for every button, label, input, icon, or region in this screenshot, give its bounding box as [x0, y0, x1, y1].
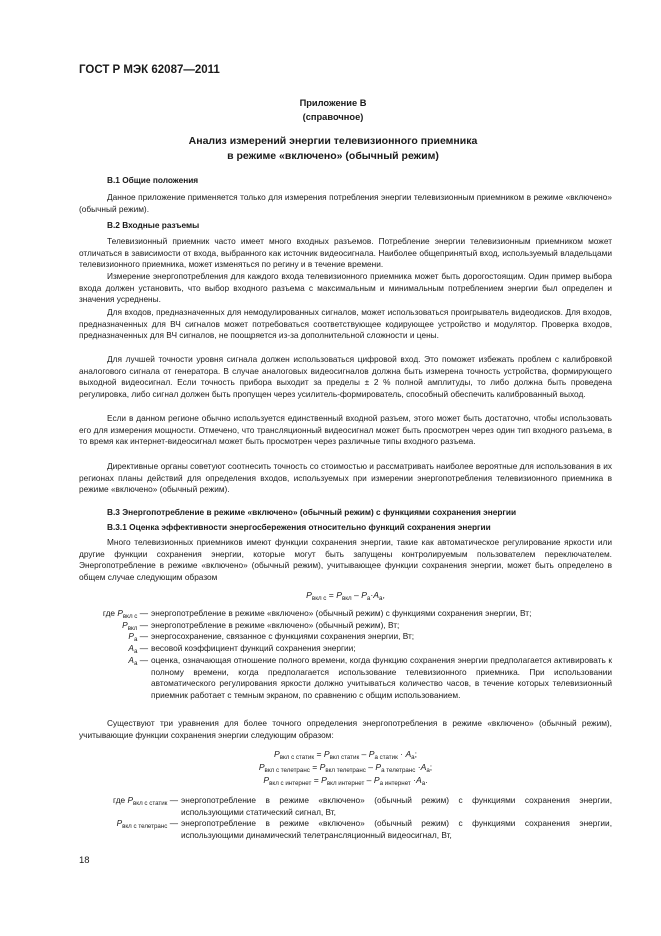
eq-dot: ·: [370, 590, 374, 600]
section-b2-paragraph-4: Для лучшей точности уровня сигнала должен использоваться цифровой вход. Это поможет избежать проблем с калибровкой аналогового сигнала от генератора. В случае аналоговых видеосигналов должна быть измерена точность устройства, формирующего выходной видеосигнал. Если точность прибора выходит за пределы ± 2 % полной амплитуды, то либо должна быть проведена регулировка, либо сигнал должен быть пропущен через усилитель-формирователь, способный обеспечить калиброванный выход.: [79, 354, 612, 400]
definition-text: энергопотребление в режиме «включено» (обычный режим) с функциями сохранения энергии, использующими статический сигнал, Вт,: [181, 795, 612, 817]
definition-text: энергопотребление в режиме «включено» (обычный режим) с функциями сохранения энергии, Вт;: [151, 608, 532, 618]
definition-item: $A_а$ — оценка, означающая отношение полного времени, когда функцию сохранения энергии предполагается активировать к полному времени, когда предполагается использование телевизионного приемника. При использовании автоматического регулирования яркости должно учитываться количество часов, в течение которых телевизионный приемник работает с темным экраном, по сравнению с общим использованием.: [128, 654, 612, 700]
eq-end: ,: [382, 590, 385, 600]
annex-type: (справочное): [302, 112, 364, 122]
definition-text: весовой коэффициент функций сохранения энергии;: [151, 643, 356, 654]
eq-t3-symbol: A: [373, 590, 379, 600]
definition-item: где $P_{вкл с статик}$ — энергопотребление в режиме «включено» (обычный режим) с функциями сохранения энергии, использующими статический сигнал, Вт,: [113, 795, 612, 817]
section-b2-paragraph-5: Если в данном регионе обычно используется единственный входной разъем, этого может быть достаточно, чтобы использовать его для измерения мощности. Отмечено, что трансляционный видеосигнал может быть просмотрен через один тип входного разъема, в то время как интернет-видеосигнал может быть просмотрен через различные типы входного разъема.: [79, 413, 612, 447]
page-number: 18: [79, 855, 90, 866]
section-b1-heading: В.1 Общие положения: [107, 175, 199, 185]
definition-item: $A_а$ — весовой коэффициент функций сохранения энергии;: [79, 643, 612, 655]
section-b1-paragraph: Данное приложение применяется только для измерения потребления энергии телевизионным приемником в режиме «включено» (обычный режим).: [79, 192, 612, 214]
equation-internet: $P_{вкл с интернет} = P_{вкл интернет} - P_{а интернет} \cdot A_а$.: [263, 775, 428, 787]
definition-text: оценка, означающая отношение полного времени, когда функцию сохранения энергии предполагается активировать к полному времени, когда предполагается использование телевизионного приемника. При использовании автоматического регулирования яркости должно учитываться количество часов, в течение которых телевизионный приемник работает с темным экраном, по сравнению с общим использованием.: [151, 654, 612, 700]
section-b31-heading: В.3.1 Оценка эффективности энергосбережения относительно функций сохранения энергии: [107, 522, 491, 532]
definition-text: энергопотребление в режиме «включено» (обычный режим), Вт;: [151, 619, 400, 630]
definition-item: $P_а$ — энергосохранение, связанное с функциями сохранения энергии, Вт;: [79, 631, 612, 643]
eq-equals: =: [326, 590, 337, 600]
eq-t1-symbol: P: [336, 590, 342, 600]
section-b31-paragraph-1: Много телевизионных приемников имеют функции сохранения энергии, такие как автоматическое регулирование яркости или другие функции сохранения энергии, которые могут быть запущены контролируемым пользователем переключателем. Энергопотребление в режиме «включено» (обычный режим), учитывающее функции сохранения энергии, может быть определено в общем случае следующим образом: [79, 537, 612, 583]
eq-t3-sub: а: [378, 595, 383, 602]
definition-list-2: [79, 795, 612, 842]
definition-item: где $P_{вкл с}$ — энергопотребление в режиме «включено» (обычный режим) с функциями сохранения энергии, Вт;: [79, 608, 612, 620]
eq-lhs-symbol: P: [306, 590, 312, 600]
eq-t1-sub: вкл: [341, 595, 352, 602]
section-b2-paragraph-3: Для входов, предназначенных для немодулированных сигналов, может использоваться проигрыватель видеодисков. Для входов, предназначенных для ВЧ сигналов может потребоваться соответствующее кодирующее устройство и модулятор. Проверка входов, предназначенных для ВЧ сигналов, не поощряется из-за дополнительной сложности и цены.: [79, 307, 612, 341]
title-line-1: Анализ измерений энергии телевизионного приемника: [188, 135, 478, 147]
eq-t2-symbol: P: [361, 590, 367, 600]
definition-text: энергопотребление в режиме «включено» (обычный режим) с функциями сохранения энергии, использующими динамический телетрансляционный видеосигнал, Вт,: [181, 818, 612, 841]
definition-list: [79, 608, 612, 702]
section-b2-heading: В.2 Входные разъемы: [107, 220, 200, 230]
annex-label: [79, 96, 587, 124]
section-b2-paragraph-2: Измерение энергопотребления для каждого входа телевизионного приемника может быть дорогостоящим. Один пример выбора входа должен установить, что выбор входного разъема с максимальным и минимальным потреблением энергии был определен и значения усреднены.: [79, 271, 612, 305]
section-b3-heading: В.3 Энергопотребление в режиме «включено» (обычный режим) с функциями сохранения энергии: [107, 507, 517, 517]
eq-t2-sub: а: [366, 595, 371, 602]
eq-lhs-sub: вкл с: [311, 595, 327, 602]
section-b2-paragraph-1: Телевизионный приемник часто имеет много входных разъемов. Потребление энергии телевизионным приемником может отличаться в зависимости от входа, выбранного как источник видеосигнала. Наиболее общепринятый вход, используемый владельцами телевизионного приемника, может изменяться по регину и в течение времени.: [79, 236, 612, 270]
title-line-2: в режиме «включено» (обычный режим): [227, 150, 439, 162]
annex-title: Приложение В: [299, 98, 367, 108]
definition-text: энергосохранение, связанное с функциями сохранения энергии, Вт;: [151, 631, 415, 642]
section-b2-paragraph-6: Директивные органы советуют соотнесить точность со стоимостью и рассматривать наиболее вероятные для использования в их регионах планы действий для определения входов, используемых при измерении энергопотребления телевизионного приемника в режиме «включено» (обычный режим).: [79, 461, 612, 495]
equation-telecast: $P_{вкл с телетранс} = P_{вкл телетранс} - P_{а телетранс} \cdot A_а$;: [258, 762, 433, 774]
equation-main: [79, 590, 612, 602]
definition-item: $P_{вкл}$ — энергопотребление в режиме «включено» (обычный режим), Вт;: [79, 620, 612, 632]
standard-header: ГОСТ Р МЭК 62087—2011: [79, 64, 220, 76]
eq-minus: –: [351, 590, 362, 600]
equation-static: $P_{вкл с статик} = P_{вкл статик} - P_{а статик} \cdot A_а$;: [273, 749, 418, 761]
section-b31-paragraph-2: Существуют три уравнения для более точного определения энергопотребления в режиме «включено» (обычный режим), учитывающие функции сохранения энергии следующим образом:: [79, 718, 612, 740]
page-title: [79, 134, 587, 164]
definition-item: $P_{вкл с телетранс}$ — энергопотребление в режиме «включено» (обычный режим) с функциями сохранения энергии, использующими динамический телетрансляционный видеосигнал, Вт,: [116, 818, 612, 841]
